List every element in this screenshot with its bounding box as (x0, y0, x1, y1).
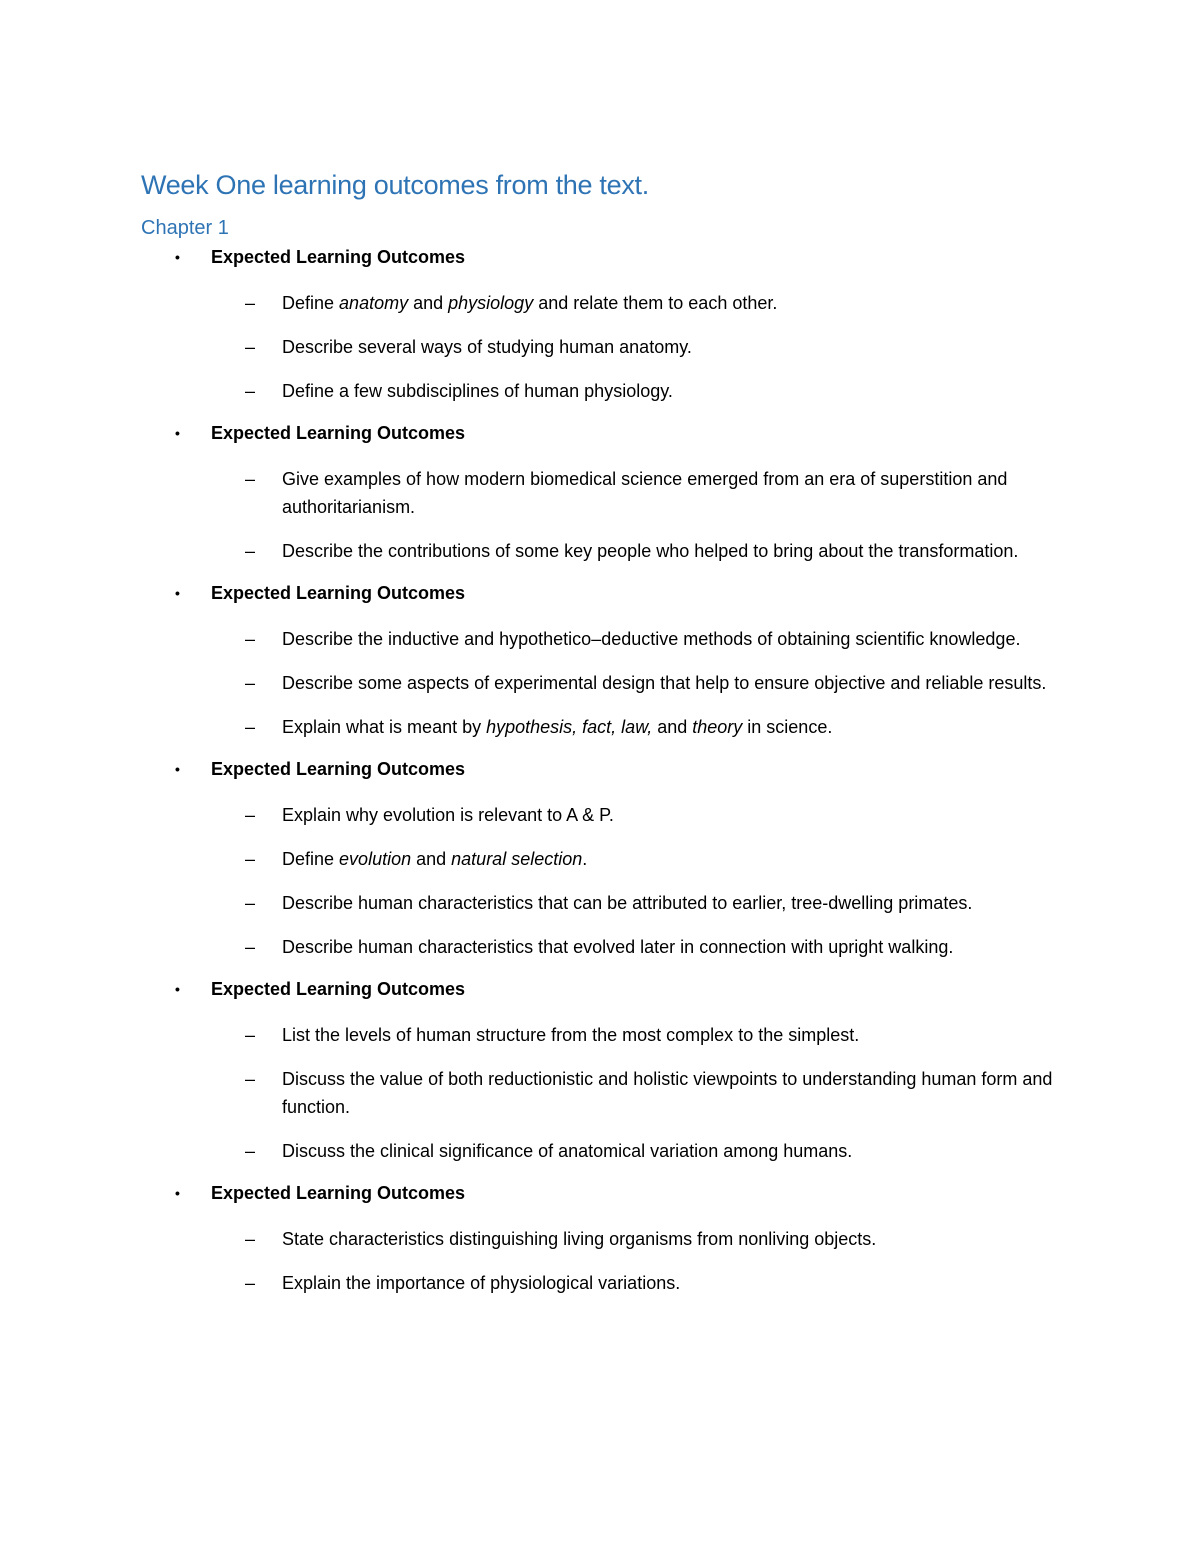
outcome-group (141, 1181, 1071, 1297)
document-body (141, 166, 1071, 1313)
outcome-text: Describe human characteristics that can be attributed to earlier, tree-dwelling primates. (282, 893, 973, 913)
outcome-text: Give examples of how modern biomedical science emerged from an era of superstition and authoritarianism. (282, 469, 1008, 517)
outcome-text: Describe the inductive and hypothetico–deductive methods of obtaining scientific knowledge. (282, 629, 1021, 649)
outcome-item (141, 1269, 1071, 1297)
group-heading-label: Expected Learning Outcomes (211, 1183, 466, 1203)
outcome-item (141, 377, 1071, 405)
dash-icon: – (245, 893, 256, 913)
outcome-text: Discuss the clinical significance of anatomical variation among humans. (282, 1141, 853, 1161)
outcome-list (141, 625, 1071, 741)
group-heading-label: Expected Learning Outcomes (211, 583, 466, 603)
outcome-item (141, 669, 1071, 697)
dash-icon: – (245, 381, 256, 401)
group-heading-label: Expected Learning Outcomes (211, 979, 466, 999)
outcome-text: Define (282, 849, 340, 869)
group-heading (141, 421, 1071, 445)
dash-icon: – (245, 337, 256, 357)
outcome-list (141, 1225, 1071, 1297)
group-heading (141, 977, 1071, 1001)
outcome-term: natural selection (451, 849, 583, 869)
bullet-icon: • (175, 761, 180, 777)
bullet-icon: • (175, 425, 180, 441)
group-heading (141, 1181, 1071, 1205)
outcome-text: Discuss the value of both reductionistic and holistic viewpoints to understanding human form and function. (282, 1069, 1053, 1117)
document-title: Week One learning outcomes from the text. (141, 170, 649, 200)
outcome-item (141, 801, 1071, 829)
dash-icon: – (245, 717, 256, 737)
outcome-text: State characteristics distinguishing living organisms from nonliving objects. (282, 1229, 877, 1249)
outcome-text: and (411, 849, 452, 869)
outcome-item (141, 333, 1071, 361)
outcome-list (141, 289, 1071, 405)
outcome-item (141, 1065, 1071, 1121)
bullet-icon: • (175, 981, 180, 997)
group-heading-label: Expected Learning Outcomes (211, 423, 466, 443)
outcome-text: Explain what is meant by (282, 717, 487, 737)
outcome-item (141, 1225, 1071, 1253)
dash-icon: – (245, 293, 256, 313)
outcome-term: evolution (339, 849, 412, 869)
outcome-item (141, 465, 1071, 521)
bullet-icon: • (175, 585, 180, 601)
outcome-text: Describe several ways of studying human anatomy. (282, 337, 692, 357)
outcome-term: anatomy (339, 293, 409, 313)
dash-icon: – (245, 1273, 256, 1293)
dash-icon: – (245, 1069, 256, 1089)
outcome-item (141, 1137, 1071, 1165)
dash-icon: – (245, 469, 256, 489)
dash-icon: – (245, 805, 256, 825)
outcome-groups (141, 245, 1071, 1297)
outcome-term: theory (692, 717, 743, 737)
outcome-list (141, 1021, 1071, 1165)
chapter-heading: Chapter 1 (141, 217, 229, 239)
bullet-icon: • (175, 1185, 180, 1201)
group-heading-label: Expected Learning Outcomes (211, 759, 466, 779)
dash-icon: – (245, 1141, 256, 1161)
outcome-term: physiology (448, 293, 534, 313)
outcome-text: and (652, 717, 693, 737)
outcome-term: hypothesis, fact, law, (486, 717, 653, 737)
outcome-group (141, 581, 1071, 741)
bullet-icon: • (175, 249, 180, 265)
outcome-group (141, 421, 1071, 565)
outcome-text: Describe some aspects of experimental design that help to ensure objective and reliable results. (282, 673, 1047, 693)
outcome-item (141, 845, 1071, 873)
dash-icon: – (245, 541, 256, 561)
outcome-item (141, 713, 1071, 741)
outcome-text: Explain why evolution is relevant to A & P. (282, 805, 614, 825)
outcome-text: Explain the importance of physiological variations. (282, 1273, 681, 1293)
outcome-text: and (408, 293, 449, 313)
group-heading-label: Expected Learning Outcomes (211, 247, 466, 267)
outcome-text: and relate them to each other. (533, 293, 778, 313)
outcome-text: List the levels of human structure from the most complex to the simplest. (282, 1025, 860, 1045)
outcome-item (141, 625, 1071, 653)
outcome-text: in science. (742, 717, 833, 737)
dash-icon: – (245, 629, 256, 649)
outcome-text: Define a few subdisciplines of human physiology. (282, 381, 673, 401)
dash-icon: – (245, 1229, 256, 1249)
outcome-item (141, 889, 1071, 917)
outcome-text: Describe human characteristics that evolved later in connection with upright walking. (282, 937, 954, 957)
outcome-text: Describe the contributions of some key people who helped to bring about the transformation. (282, 541, 1019, 561)
outcome-group (141, 977, 1071, 1165)
dash-icon: – (245, 1025, 256, 1045)
outcome-list (141, 801, 1071, 961)
dash-icon: – (245, 849, 256, 869)
group-heading (141, 757, 1071, 781)
outcome-list (141, 465, 1071, 565)
outcome-item (141, 537, 1071, 565)
outcome-item (141, 1021, 1071, 1049)
dash-icon: – (245, 937, 256, 957)
outcome-text: Define (282, 293, 340, 313)
outcome-group (141, 245, 1071, 405)
outcome-item (141, 289, 1071, 317)
group-heading (141, 581, 1071, 605)
outcome-item (141, 933, 1071, 961)
outcome-text: . (582, 849, 588, 869)
group-heading (141, 245, 1071, 269)
dash-icon: – (245, 673, 256, 693)
outcome-group (141, 757, 1071, 961)
